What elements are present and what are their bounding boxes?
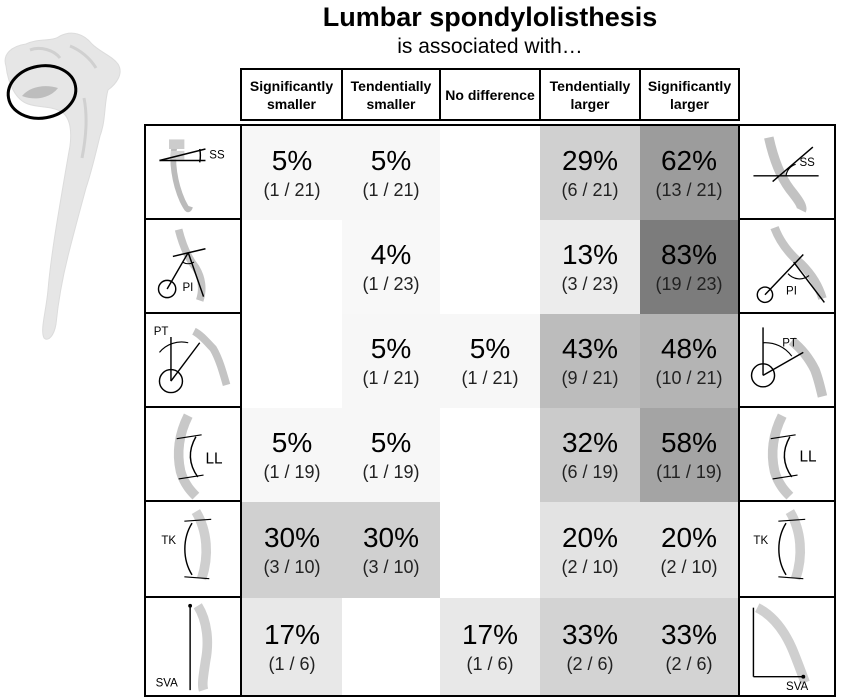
cell-pt-significantly-smaller [242,314,342,408]
cell-percentage: 33% [660,618,718,650]
cell-fraction: (1 / 21) [362,180,420,200]
cell-sva-significantly-smaller [242,598,342,695]
cell-percentage: 32% [561,427,619,458]
cell-percentage: 5% [370,145,412,176]
row-icon-pi-right [738,218,836,314]
cell-percentage: 30% [362,522,420,553]
cell-ll-significantly-larger [640,408,738,502]
cell-pi-tendentially-smaller [342,220,440,314]
col-header-tendentially-smaller: Tendentially smaller [341,68,441,121]
icon-label-tk-right: TK [753,535,769,548]
cell-sva-tendentially-smaller [342,598,440,695]
col-header-significantly-smaller: Significantly smaller [240,68,343,121]
row-icon-ll-left [144,406,242,502]
figure-title: Lumbar spondylolisthesis [322,2,658,32]
cell-pt-no-difference [440,314,540,408]
cell-pi-no-difference [440,220,540,314]
cell-percentage: 30% [263,522,321,553]
cell-percentage: 5% [370,333,412,364]
cell-ll-tendentially-larger [540,408,640,502]
cell-pt-significantly-larger [640,314,738,408]
cell-fraction: (1 / 6) [268,653,316,674]
col-header-significantly-larger: Significantly larger [639,68,740,121]
cell-sva-no-difference [440,598,540,695]
cell-percentage: 29% [561,145,619,176]
cell-fraction: (1 / 6) [466,653,514,674]
cell-fraction: (3 / 23) [561,274,619,294]
col-header-tendentially-larger: Tendentially larger [539,68,641,121]
cell-pi-tendentially-larger [540,220,640,314]
cell-fraction: (10 / 21) [655,368,723,388]
cell-ss-tendentially-smaller [342,126,440,220]
cell-fraction: (1 / 21) [263,180,321,200]
icon-label-pi-right: PI [786,285,797,298]
cell-percentage: 48% [660,333,718,364]
cell-ll-significantly-smaller [242,408,342,502]
cell-fraction: (3 / 10) [362,557,420,577]
cell-percentage: 58% [660,427,718,458]
cell-fraction: (3 / 10) [263,557,321,577]
cell-fraction: (1 / 19) [263,462,321,482]
row-icon-pi-left [144,218,242,314]
row-icon-sva-left [144,596,242,697]
cell-ss-tendentially-larger [540,126,640,220]
row-icon-tk-right [738,500,836,598]
cell-percentage: 83% [660,239,718,270]
cell-pt-tendentially-larger [540,314,640,408]
cell-tk-significantly-smaller [242,502,342,598]
cell-pt-tendentially-smaller [342,314,440,408]
icon-label-sva-right: SVA [786,681,809,694]
cell-fraction: (2 / 10) [561,557,619,577]
cell-pi-significantly-larger [640,220,738,314]
cell-ll-no-difference [440,408,540,502]
row-icon-ll-right [738,406,836,502]
cell-ss-significantly-smaller [242,126,342,220]
icon-label-ll-right: LL [799,448,817,466]
cell-percentage: 5% [469,333,511,364]
icon-label-pi-left: PI [182,281,194,294]
cell-tk-significantly-larger [640,502,738,598]
cell-percentage: 17% [263,618,321,650]
figure-subtitle: is associated with… [397,35,583,58]
cell-percentage: 4% [370,239,412,270]
icon-label-ll-left: LL [205,450,223,468]
row-icon-ss-left [144,124,242,220]
cell-tk-no-difference [440,502,540,598]
row-icon-pt-right [738,312,836,408]
cell-fraction: (6 / 19) [561,462,619,482]
cell-percentage: 33% [561,618,619,650]
icon-label-ss-left: SS [209,149,225,162]
cell-sva-tendentially-larger [540,598,640,695]
cell-fraction: (11 / 19) [656,462,722,482]
cell-fraction: (2 / 10) [660,557,718,577]
cell-fraction: (1 / 21) [461,368,519,388]
cell-percentage: 13% [561,239,619,270]
cell-fraction: (6 / 21) [561,180,619,200]
icon-label-pt-left: PT [153,326,169,339]
cell-sva-significantly-larger [640,598,738,695]
cell-fraction: (2 / 6) [665,653,713,674]
cell-fraction: (19 / 23) [655,274,723,294]
cell-fraction: (1 / 21) [362,368,420,388]
cell-percentage: 5% [271,145,313,176]
cell-pi-significantly-smaller [242,220,342,314]
row-icon-ss-right [738,124,836,220]
icon-label-ss-right: SS [799,157,815,170]
col-header-no-difference: No difference [439,68,541,121]
icon-label-tk-left: TK [161,535,177,548]
cell-percentage: 20% [561,522,619,553]
icon-label-sva-left: SVA [155,677,178,690]
row-icon-pt-left [144,312,242,408]
cell-ll-tendentially-smaller [342,408,440,502]
association-grid [240,124,740,697]
cell-ss-no-difference [440,126,540,220]
cell-tk-tendentially-smaller [342,502,440,598]
cell-fraction: (1 / 19) [362,462,420,482]
cell-fraction: (13 / 21) [655,180,723,200]
row-icon-tk-left [144,500,242,598]
cell-fraction: (1 / 23) [362,274,420,294]
spine-overview-illustration [0,28,130,348]
icon-label-pt-right: PT [782,337,797,350]
cell-ss-significantly-larger [640,126,738,220]
cell-percentage: 5% [271,427,313,458]
cell-percentage: 17% [461,618,519,650]
cell-fraction: (9 / 21) [561,368,619,388]
cell-fraction: (2 / 6) [566,653,614,674]
cell-percentage: 5% [370,427,412,458]
cell-tk-tendentially-larger [540,502,640,598]
cell-percentage: 62% [660,145,718,176]
cell-percentage: 20% [660,522,718,553]
row-icon-sva-right [738,596,836,697]
cell-percentage: 43% [561,333,619,364]
